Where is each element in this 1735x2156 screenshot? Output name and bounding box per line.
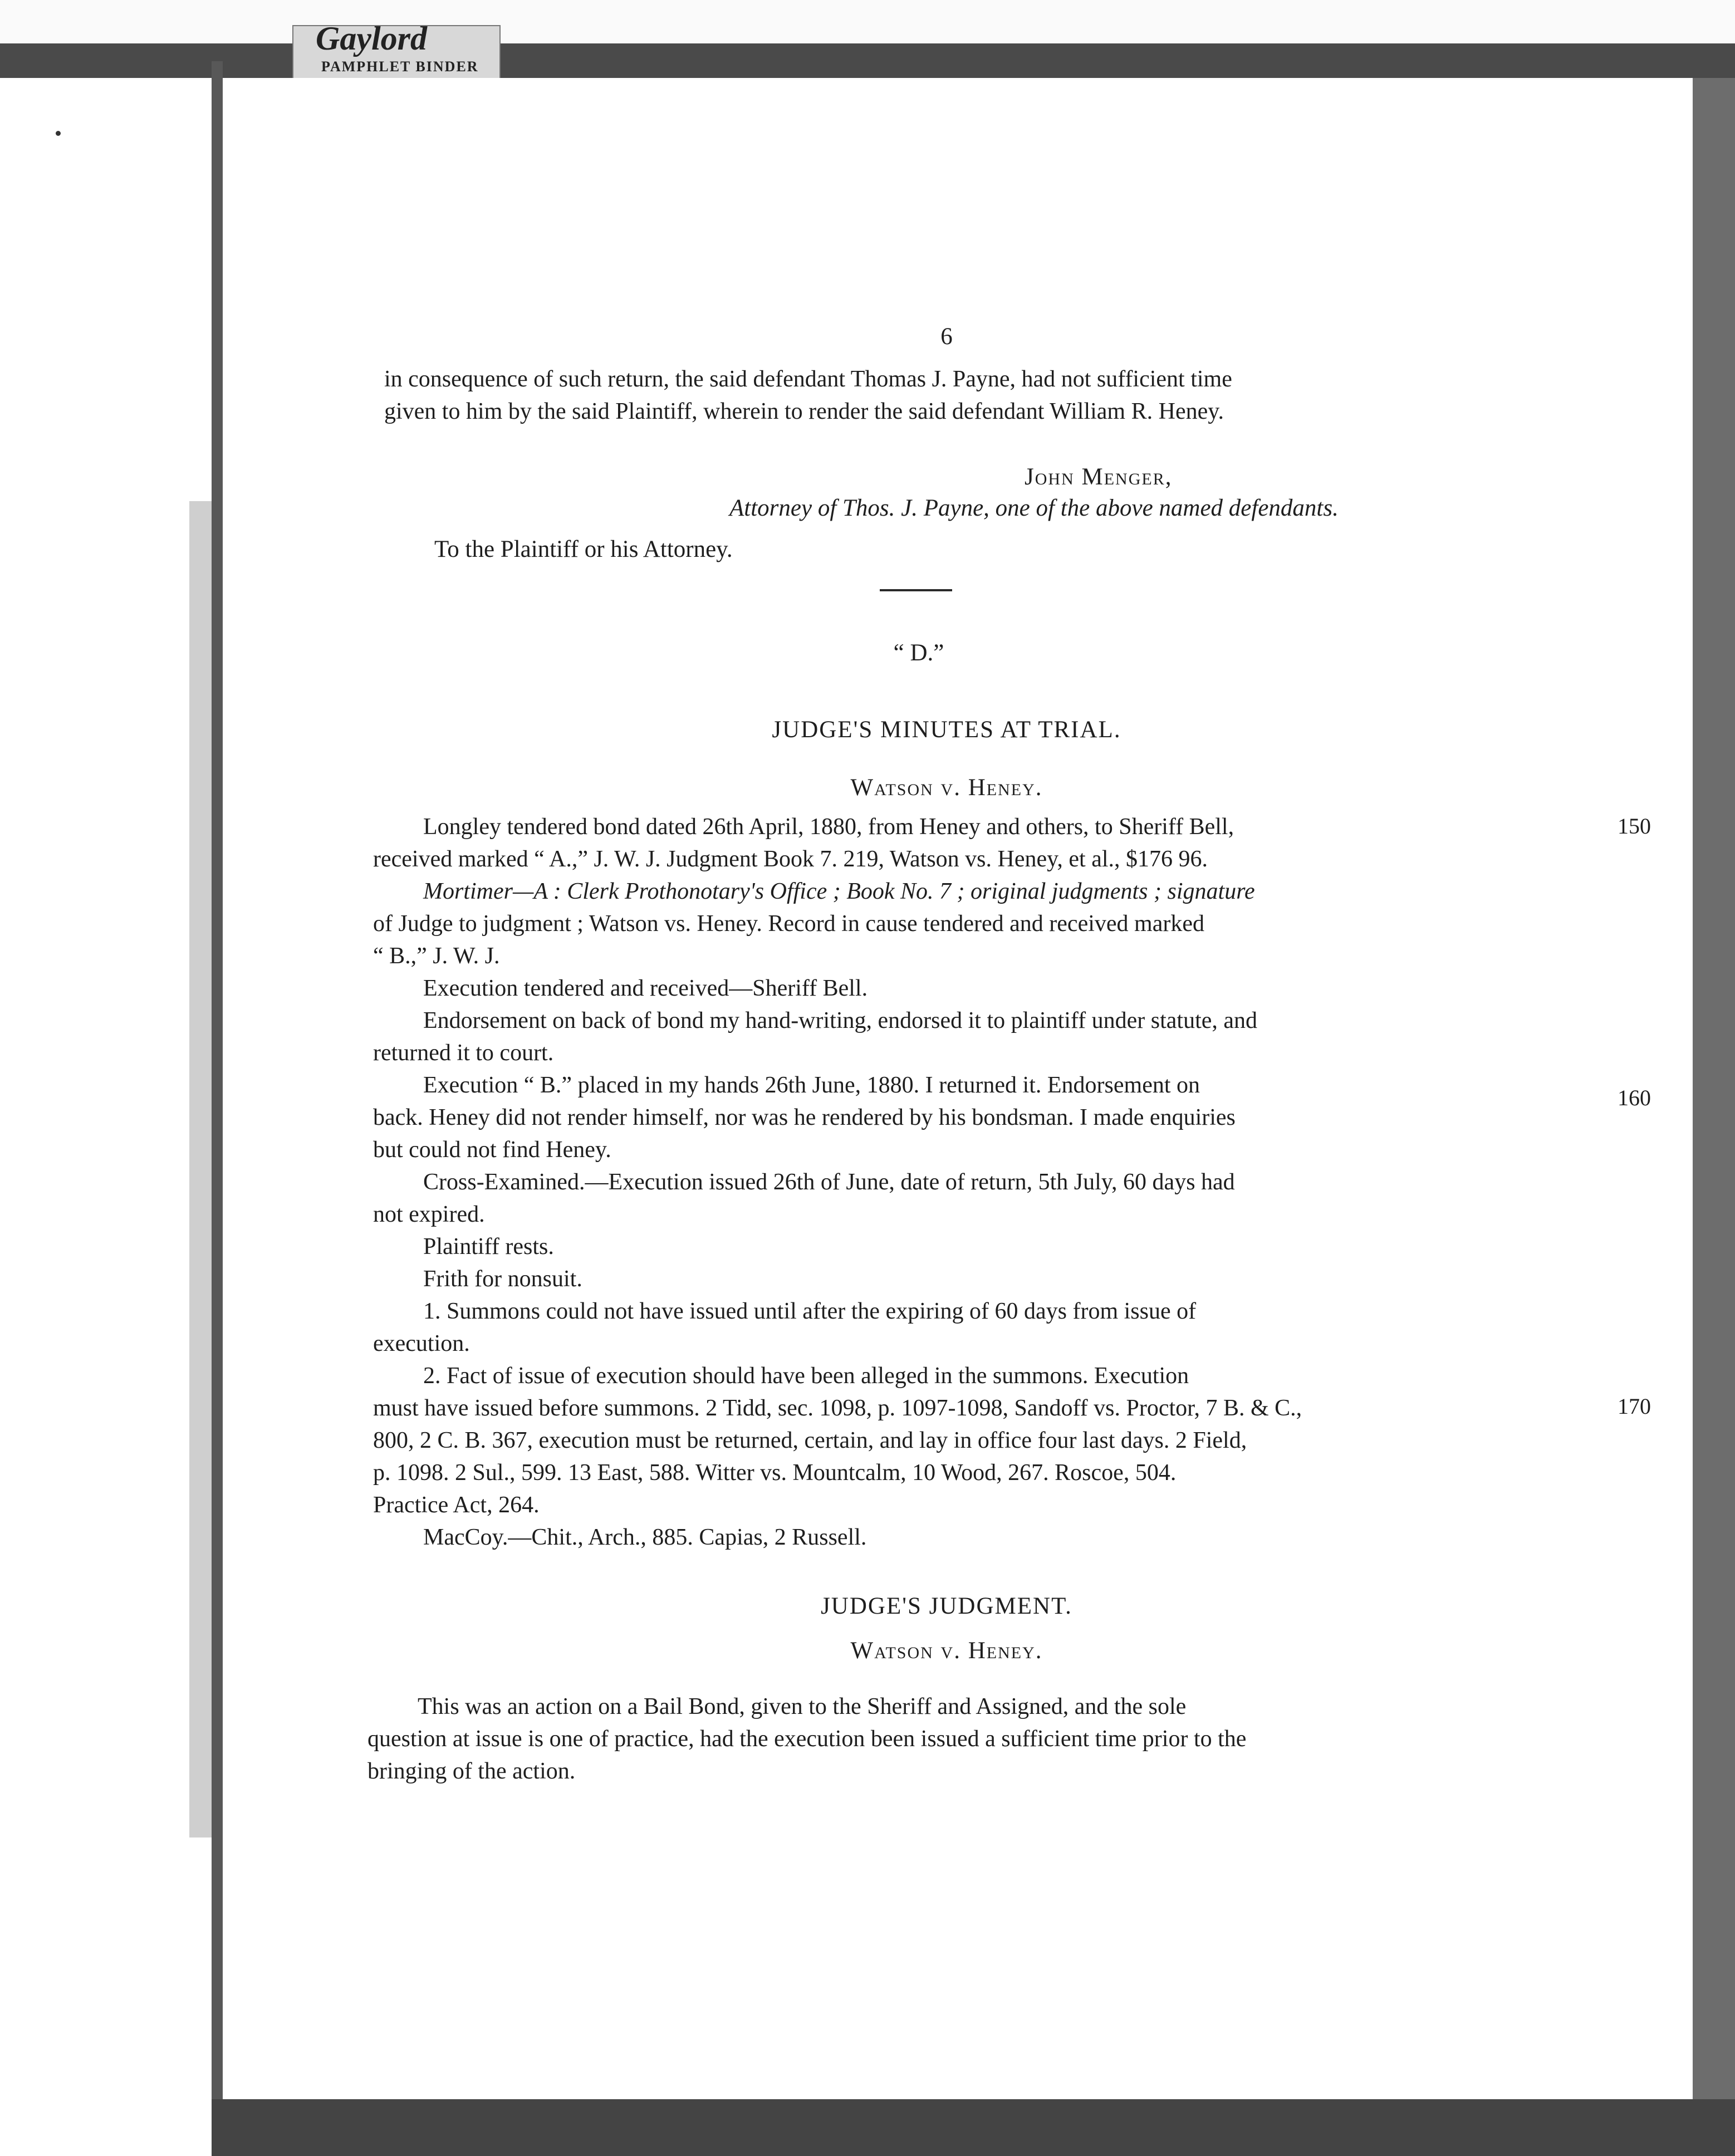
binder-label — [292, 25, 501, 83]
text-line: Practice Act, 264. — [373, 1492, 540, 1518]
minutes-case-title: Watson v. Heney. — [850, 775, 1043, 801]
text-line: MacCoy.—Chit., Arch., 885. Capias, 2 Russell. — [423, 1525, 867, 1550]
text-line: Longley tendered bond dated 26th April, 1880, from Heney and others, to Sheriff Bell, — [423, 814, 1234, 840]
scan-speck — [56, 131, 61, 136]
signature-name: John Menger, — [1025, 464, 1173, 490]
text-line: bringing of the action. — [367, 1758, 576, 1784]
text-line: question at issue is one of practice, had the execution been issued a sufficient time prior to the — [367, 1726, 1247, 1752]
text-line: This was an action on a Bail Bond, given to the Sheriff and Assigned, and the sole — [418, 1694, 1187, 1719]
text-line: “ B.,” J. W. J. — [373, 943, 500, 969]
scan-top-edge — [0, 43, 1735, 78]
section-divider — [880, 589, 952, 591]
text-line: 800, 2 C. B. 367, execution must be returned, certain, and lay in office four last days. 2 Field, — [373, 1428, 1247, 1453]
text-line: Execution tendered and received—Sheriff Bell. — [423, 976, 868, 1001]
continuation-paragraph — [384, 363, 1665, 428]
text-line: Mortimer—A : Clerk Prothonotary's Office ; Book No. 7 ; original judgments ; signature — [423, 879, 1255, 904]
line-number-160: 160 — [1618, 1085, 1651, 1110]
text-line: returned it to court. — [373, 1040, 554, 1066]
text-line: in consequence of such return, the said defendant Thomas J. Payne, had not sufficient time — [384, 366, 1232, 392]
addressee-line: To the Plaintiff or his Attorney. — [434, 536, 733, 562]
scan-bottom-edge — [212, 2099, 1735, 2156]
text-line: but could not find Heney. — [373, 1137, 611, 1163]
text-line: 2. Fact of issue of execution should have been alleged in the summons. Execution — [423, 1363, 1189, 1389]
page-number: 6 — [940, 324, 953, 350]
text-line: Plaintiff rests. — [423, 1234, 554, 1260]
exhibit-label: “ D.” — [893, 640, 944, 666]
text-line: received marked “ A.,” J. W. J. Judgment Book 7. 219, Watson vs. Heney, et al., $176 96. — [373, 846, 1208, 872]
binder-brand: Gaylord — [316, 25, 427, 57]
text-line: of Judge to judgment ; Watson vs. Heney. Record in cause tendered and received marked — [373, 911, 1204, 937]
scan-left-margin — [0, 78, 212, 2149]
text-line: Cross-Examined.—Execution issued 26th of June, date of return, 5th July, 60 days had — [423, 1169, 1235, 1195]
judgment-case-title: Watson v. Heney. — [850, 1638, 1043, 1664]
text-line: Frith for nonsuit. — [423, 1266, 582, 1292]
text-line: Endorsement on back of bond my hand-writing, endorsed it to plaintiff under statute, and — [423, 1008, 1258, 1033]
minutes-body — [373, 811, 1665, 1554]
text-line: not expired. — [373, 1202, 485, 1227]
line-number-170: 170 — [1618, 1394, 1651, 1419]
text-line: given to him by the said Plaintiff, wherein to render the said defendant William R. Heney. — [384, 399, 1224, 424]
text-line: must have issued before summons. 2 Tidd, sec. 1098, p. 1097-1098, Sandoff vs. Proctor, 7 B. & C., — [373, 1395, 1302, 1421]
document-page — [223, 78, 1693, 2099]
judgment-body — [367, 1690, 1665, 1787]
text-line: execution. — [373, 1331, 470, 1356]
binding-shadow — [189, 501, 212, 1837]
signature-role: Attorney of Thos. J. Payne, one of the above named defendants. — [729, 495, 1339, 521]
text-line: 1. Summons could not have issued until after the expiring of 60 days from issue of — [423, 1298, 1197, 1324]
binder-subtitle: PAMPHLET BINDER — [321, 58, 479, 75]
line-number-150: 150 — [1618, 814, 1651, 839]
text-line: back. Heney did not render himself, nor was he rendered by his bondsman. I made enquiries — [373, 1105, 1236, 1130]
text-line: p. 1098. 2 Sul., 599. 13 East, 588. Witter vs. Mountcalm, 10 Wood, 267. Roscoe, 504. — [373, 1460, 1177, 1486]
minutes-heading: JUDGE'S MINUTES AT TRIAL. — [772, 717, 1121, 743]
scan-right-edge — [1693, 78, 1735, 2156]
text-line: Execution “ B.” placed in my hands 26th June, 1880. I returned it. Endorsement on — [423, 1072, 1200, 1098]
judgment-heading: JUDGE'S JUDGMENT. — [821, 1593, 1072, 1619]
binding-fold — [212, 61, 223, 2121]
